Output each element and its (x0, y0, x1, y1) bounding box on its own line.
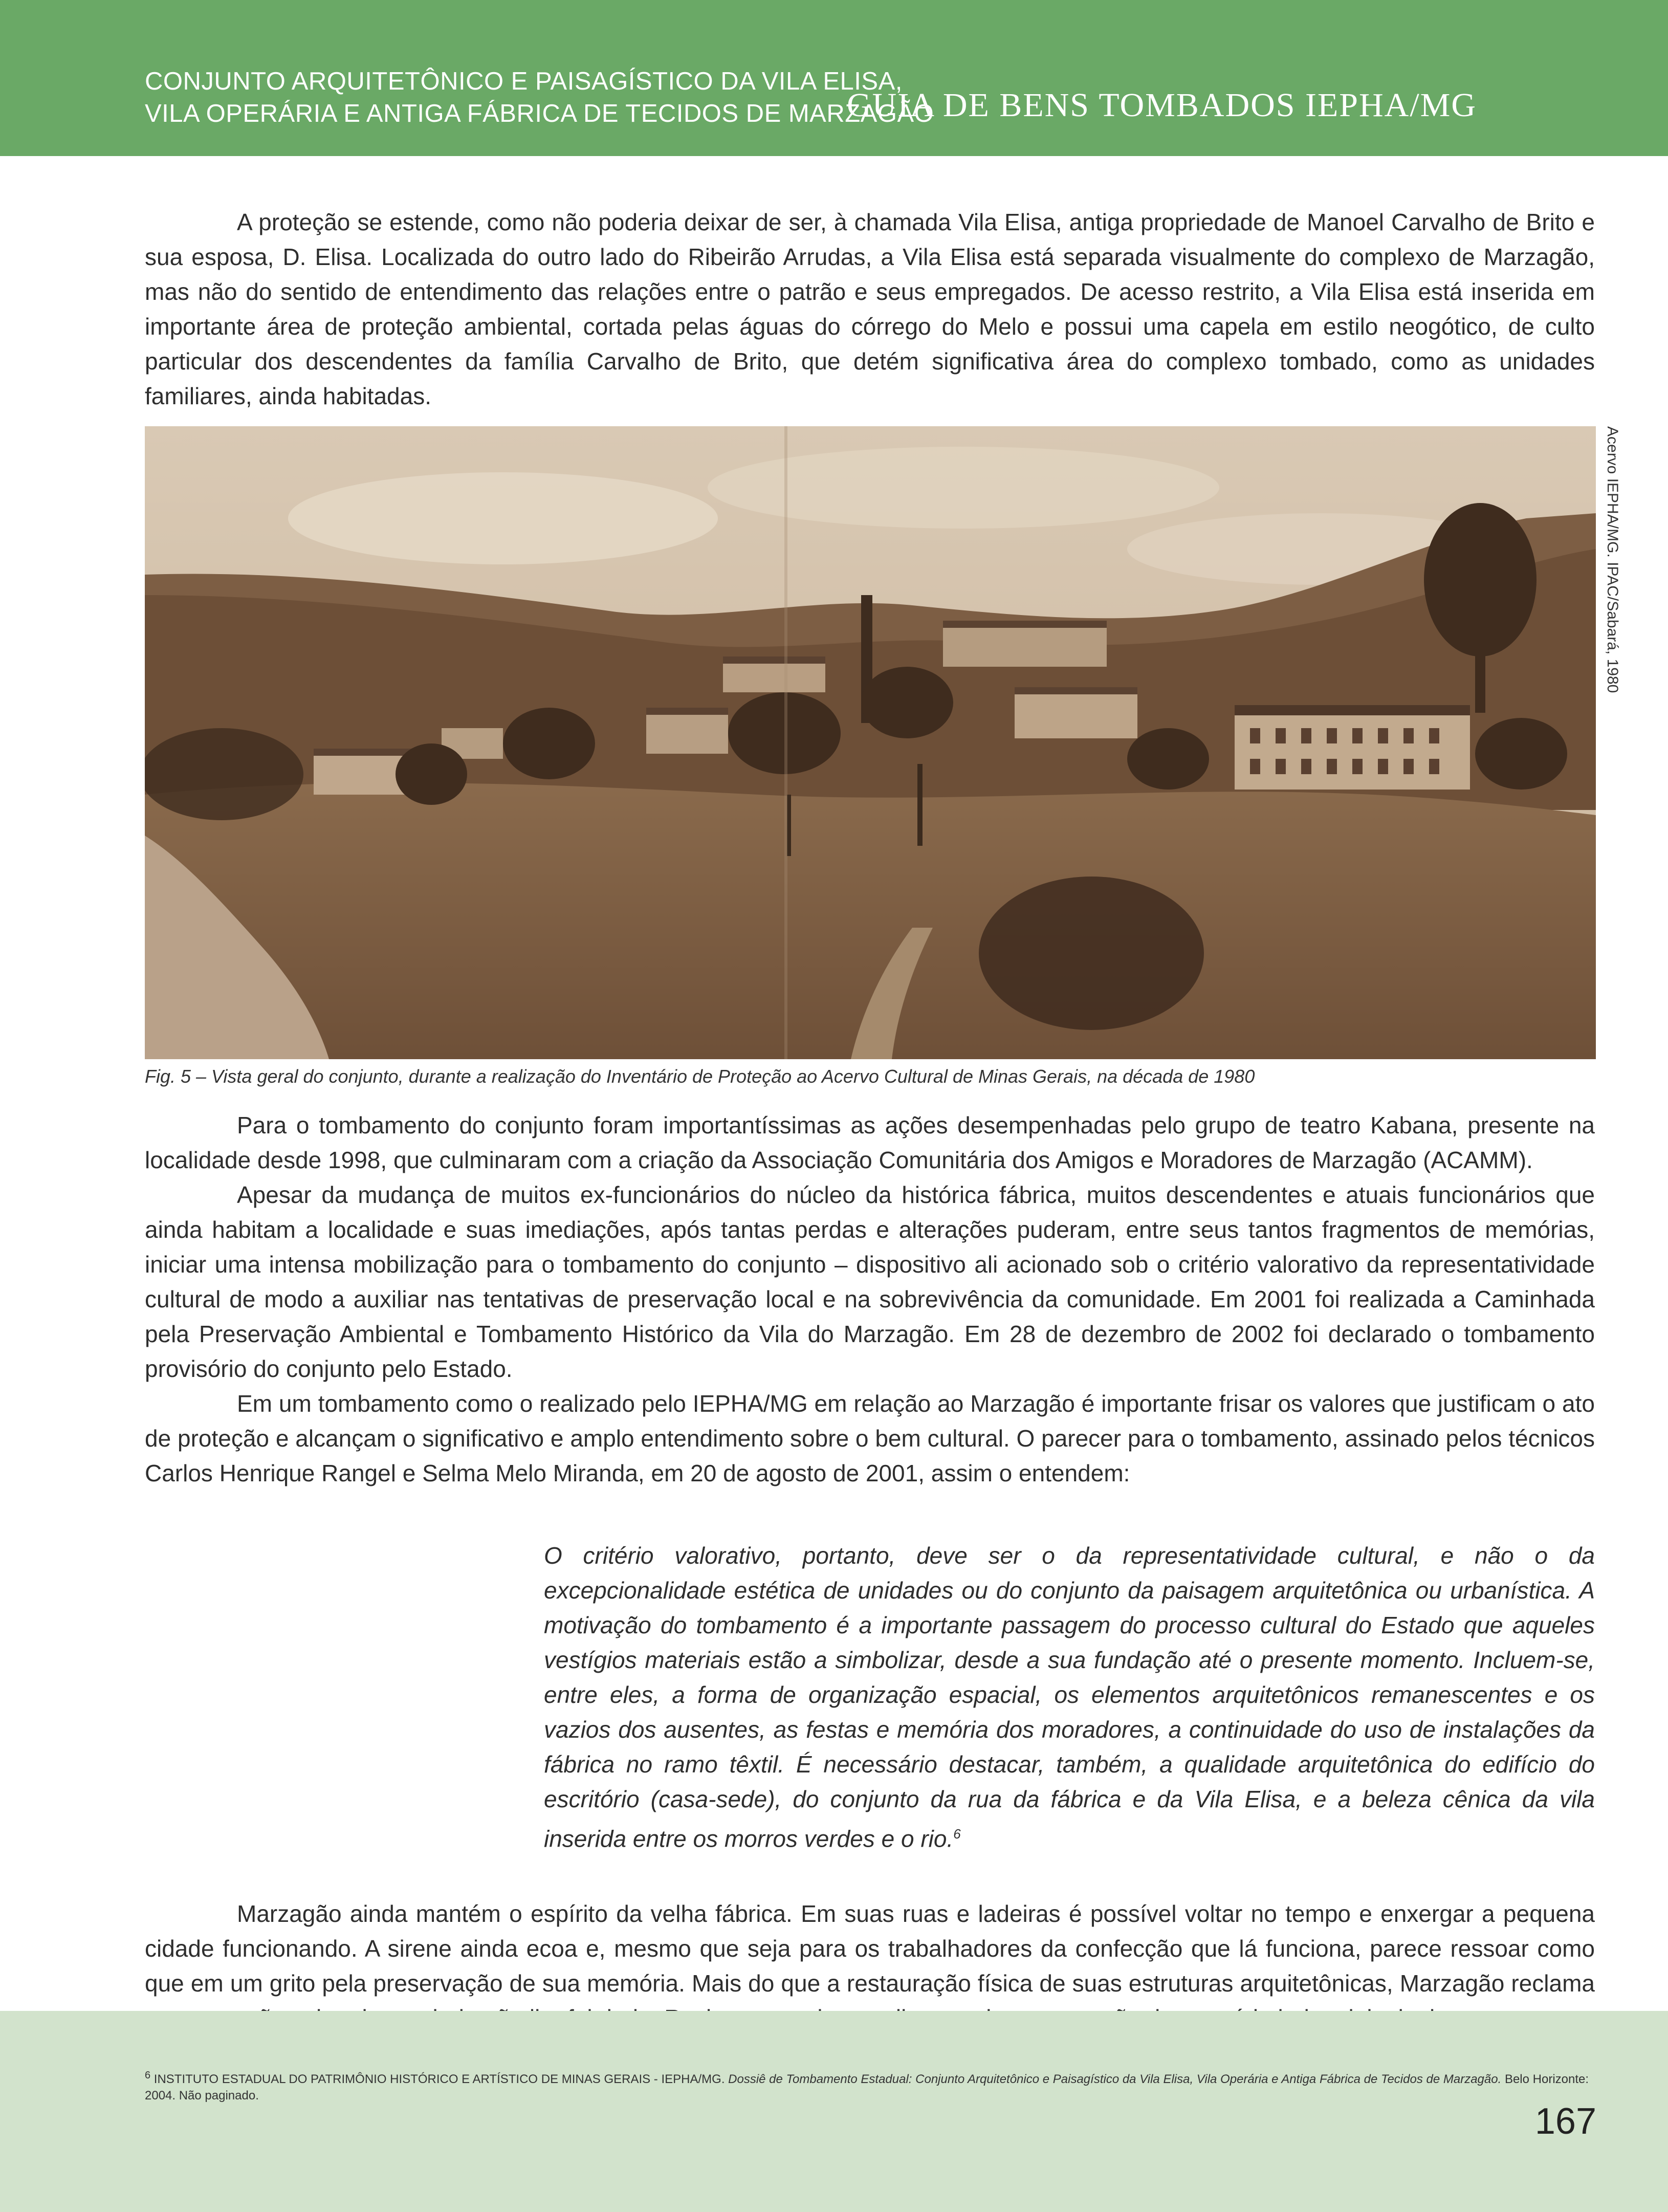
footnote (145, 2067, 1595, 2104)
photo-credit-text: Acervo IEPHA/MG. IPAC/Sabará, 1980 (1604, 426, 1621, 693)
figure-caption: Fig. 5 – Vista geral do conjunto, durante a realização do Inventário de Proteção ao Acervo Cultural de Minas Gerais, na década de 1980 (145, 1066, 1255, 1087)
page-number: 167 (1534, 2101, 1596, 2142)
historic-landscape-photo (145, 426, 1596, 1059)
paragraph-mobilization: Apesar da mudança de muitos ex-funcionários do núcleo da histórica fábrica, muitos descendentes e atuais funcionários que ainda habitam a localidade e suas imediações, após tantas perdas e alterações puderam, entre seus tantos fragmentos de memórias, iniciar uma intensa mobilização para o tombamento do conjunto – dispositivo ali acionado sob o critério valorativo da representatividade cultural de modo a auxiliar nas tentativas de preservação local e na sobrevivência da comunidade. Em 2001 foi realizada a Caminhada pela Preservação Ambiental e Tombamento Histórico da Vila do Marzagão. Em 28 de dezembro de 2002 foi declarado o tombamento provisório do conjunto pelo Estado. (145, 1181, 1595, 1382)
footnote-lead: INSTITUTO ESTADUAL DO PATRIMÔNIO HISTÓRICO E ARTÍSTICO DE MINAS GERAIS - IEPHA/MG. (153, 2072, 725, 2086)
footnote-reference: 6 (953, 1826, 961, 1842)
paragraph-values: Em um tombamento como o realizado pelo IEPHA/MG em relação ao Marzagão é importante frisar os valores que justificam o ato de proteção e alcançam o significativo e amplo entendimento sobre o bem cultural. O parecer para o tombamento, assinado pelos técnicos Carlos Henrique Rangel e Selma Melo Miranda, em 20 de agosto de 2001, assim o entendem: (145, 1390, 1595, 1486)
footnote-tail: Belo Horizonte: 2004. Não paginado. (145, 2072, 1589, 2103)
photo-credit (1597, 426, 1628, 693)
intro-paragraph: A proteção se estende, como não poderia deixar de ser, à chamada Vila Elisa, antiga propriedade de Manoel Carvalho de Brito e sua esposa, D. Elisa. Localizada do outro lado do Ribeirão Arrudas, a Vila Elisa está separada visualmente do complexo de Marzagão, mas não do sentido de entendimento das relações entre o patrão e seus empregados. De acesso restrito, a Vila Elisa está inserida em importante área de proteção ambiental, cortada pelas águas do córrego do Melo e possui uma capela em estilo neogótico, de culto particular dos descendentes da família Carvalho de Brito, que detém significativa área do complexo tombado, como as unidades familiares, ainda habitadas. (145, 209, 1595, 409)
paragraph-kabana: Para o tombamento do conjunto foram importantíssimas as ações desempenhadas pelo grupo de teatro Kabana, presente na localidade desde 1998, que culminaram com a criação da Associação Comunitária dos Amigos e Moradores de Marzagão (ACAMM). (145, 1112, 1595, 1173)
footer-band (0, 2011, 1668, 2212)
footnote-marker: 6 (145, 2070, 151, 2081)
block-quote-text: O critério valorativo, portanto, deve ser o da representatividade cultural, e não o da excepcionalidade estética de unidades ou do conjunto da paisagem arquitetônica ou urbanística. A motivação do tombamento é a importante passagem do processo cultural do Estado que aqueles vestígios materiais estão a simbolizar, desde a sua fundação até o presente momento. Incluem-se, entre eles, a forma de organização espacial, os elementos arquitetônicos remanescentes e os vazios dos ausentes, as festas e memória dos moradores, a continuidade do uso de instalações da fábrica no ramo têxtil. É necessário destacar, também, a qualidade arquitetônica do edifício do escritório (casa-sede), do conjunto da rua da fábrica e da Vila Elisa, e a beleza cênica da vila inserida entre os morros verdes e o rio. (544, 1542, 1595, 1852)
block-quote (544, 1538, 1595, 1856)
closing-paragraph: Marzagão ainda mantém o espírito da velha fábrica. Em suas ruas e ladeiras é possível voltar no tempo e enxergar a pequena cidade funcionando. A sirene ainda ecoa e, mesmo que seja para os trabalhadores da confecção que lá funciona, parece ressoar como que em um grito pela preservação de sua memória. Mais do que a restauração física de suas estruturas arquitetônicas, Marzagão reclama (145, 1900, 1595, 1997)
middle-paragraphs (145, 1108, 1595, 1491)
header-subject-line-2: VILA OPERÁRIA E ANTIGA FÁBRICA DE TECIDOS DE MARZAGÃO (145, 100, 934, 127)
header-subject-line-1: CONJUNTO ARQUITETÔNICO E PAISAGÍSTICO DA VILA ELISA, (145, 68, 903, 95)
header-guide-title: GUIA DE BENS TOMBADOS IEPHA/MG (847, 86, 1477, 124)
header-subject (145, 65, 934, 130)
intro-paragraph-block (145, 205, 1595, 413)
footnote-title: Dossiê de Tombamento Estadual: Conjunto Arquitetônico e Paisagístico da Vila Elisa, Vila Operária e Antiga Fábrica de Tecidos de Marzagão. (728, 2072, 1502, 2086)
